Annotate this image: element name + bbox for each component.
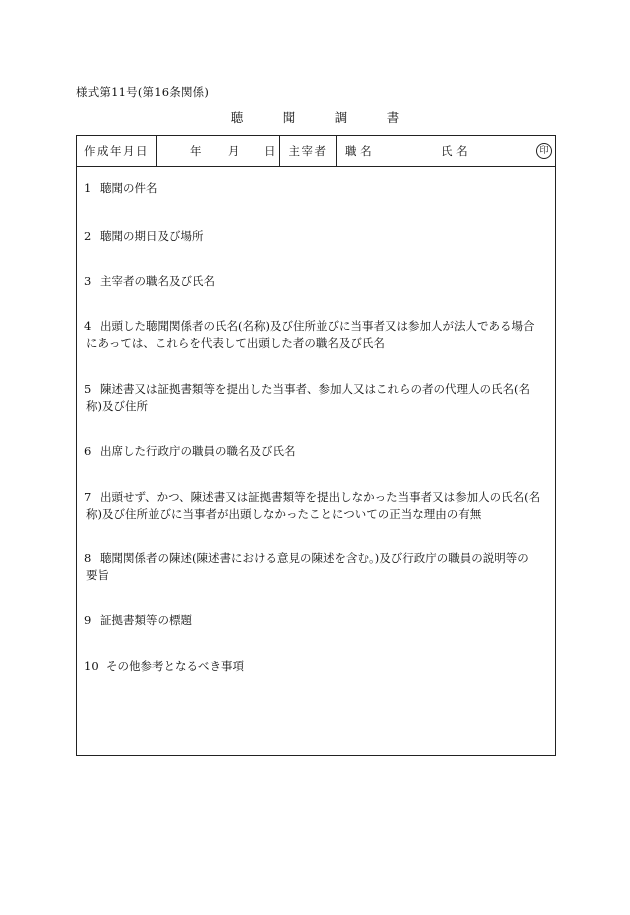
item-9: [84, 612, 550, 629]
title-char: 聴: [230, 110, 244, 125]
item-number: 9: [84, 613, 92, 627]
item-text-line-1: 出頭せず、かつ、陳述書又は証拠書類等を提出しなかった当事者又は参加人の氏名(名: [100, 490, 541, 504]
item-5: [84, 381, 550, 415]
item-10: [84, 658, 550, 675]
item-text: 聴聞の期日及び場所: [100, 229, 204, 243]
item-text: その他参考となるべき事項: [106, 659, 244, 673]
item-6: [84, 443, 550, 460]
item-1: [84, 180, 550, 197]
item-text-line-2: 要旨: [86, 568, 109, 582]
item-3: [84, 273, 550, 290]
item-2: [84, 228, 550, 245]
item-text: 出席した行政庁の職員の職名及び氏名: [100, 444, 296, 458]
item-number: 3: [84, 274, 92, 288]
item-text-line-2: 称)及び住所並びに当事者が出頭しなかったことについての正当な理由の有無: [86, 507, 482, 521]
hearing-record-form: [76, 135, 556, 756]
form-number: 様式第11号(第16条関係): [76, 85, 210, 99]
document-title: [0, 108, 630, 126]
item-text-line-1: 出頭した聴聞関係者の氏名(名称)及び住所並びに当事者又は参加人が法人である場合: [100, 319, 535, 333]
form-header-row: [77, 136, 555, 167]
item-text: 聴聞の件名: [100, 181, 158, 195]
item-number: 2: [84, 229, 92, 243]
item-text-line-2: にあっては、これらを代表して出頭した者の職名及び氏名: [86, 336, 385, 350]
item-text-line-2: 称)及び住所: [86, 399, 148, 413]
seal-mark: 印: [536, 143, 552, 159]
title-char: 書: [386, 110, 400, 125]
month-label: 月: [228, 144, 240, 158]
item-number: 10: [84, 659, 99, 673]
year-label: 年: [190, 144, 202, 158]
item-number: 6: [84, 444, 92, 458]
item-number: 7: [84, 490, 92, 504]
item-number: 8: [84, 551, 92, 565]
item-number: 4: [84, 319, 92, 333]
item-number: 1: [84, 181, 92, 195]
item-text: 証拠書類等の標題: [100, 613, 192, 627]
name-label: 氏 名: [441, 144, 468, 158]
title-char: 聞: [282, 110, 296, 125]
item-number: 5: [84, 382, 92, 396]
item-text-line-1: 聴聞関係者の陳述(陳述書における意見の陳述を含む。)及び行政庁の職員の説明等の: [100, 551, 529, 565]
title-char: 調: [334, 110, 348, 125]
presider-field[interactable]: [337, 136, 555, 166]
item-4: [84, 318, 550, 352]
item-text-line-1: 陳述書又は証拠書類等を提出した当事者、参加人又はこれらの者の代理人の氏名(名: [100, 382, 530, 396]
item-7: [84, 489, 550, 523]
item-8: [84, 550, 550, 584]
created-date-field[interactable]: [157, 136, 280, 166]
item-text: 主宰者の職名及び氏名: [100, 274, 215, 288]
day-label: 日: [264, 144, 276, 158]
presider-label: 主宰者: [280, 136, 337, 166]
position-label: 職 名: [345, 144, 372, 158]
created-date-label: 作成年月日: [77, 136, 157, 166]
